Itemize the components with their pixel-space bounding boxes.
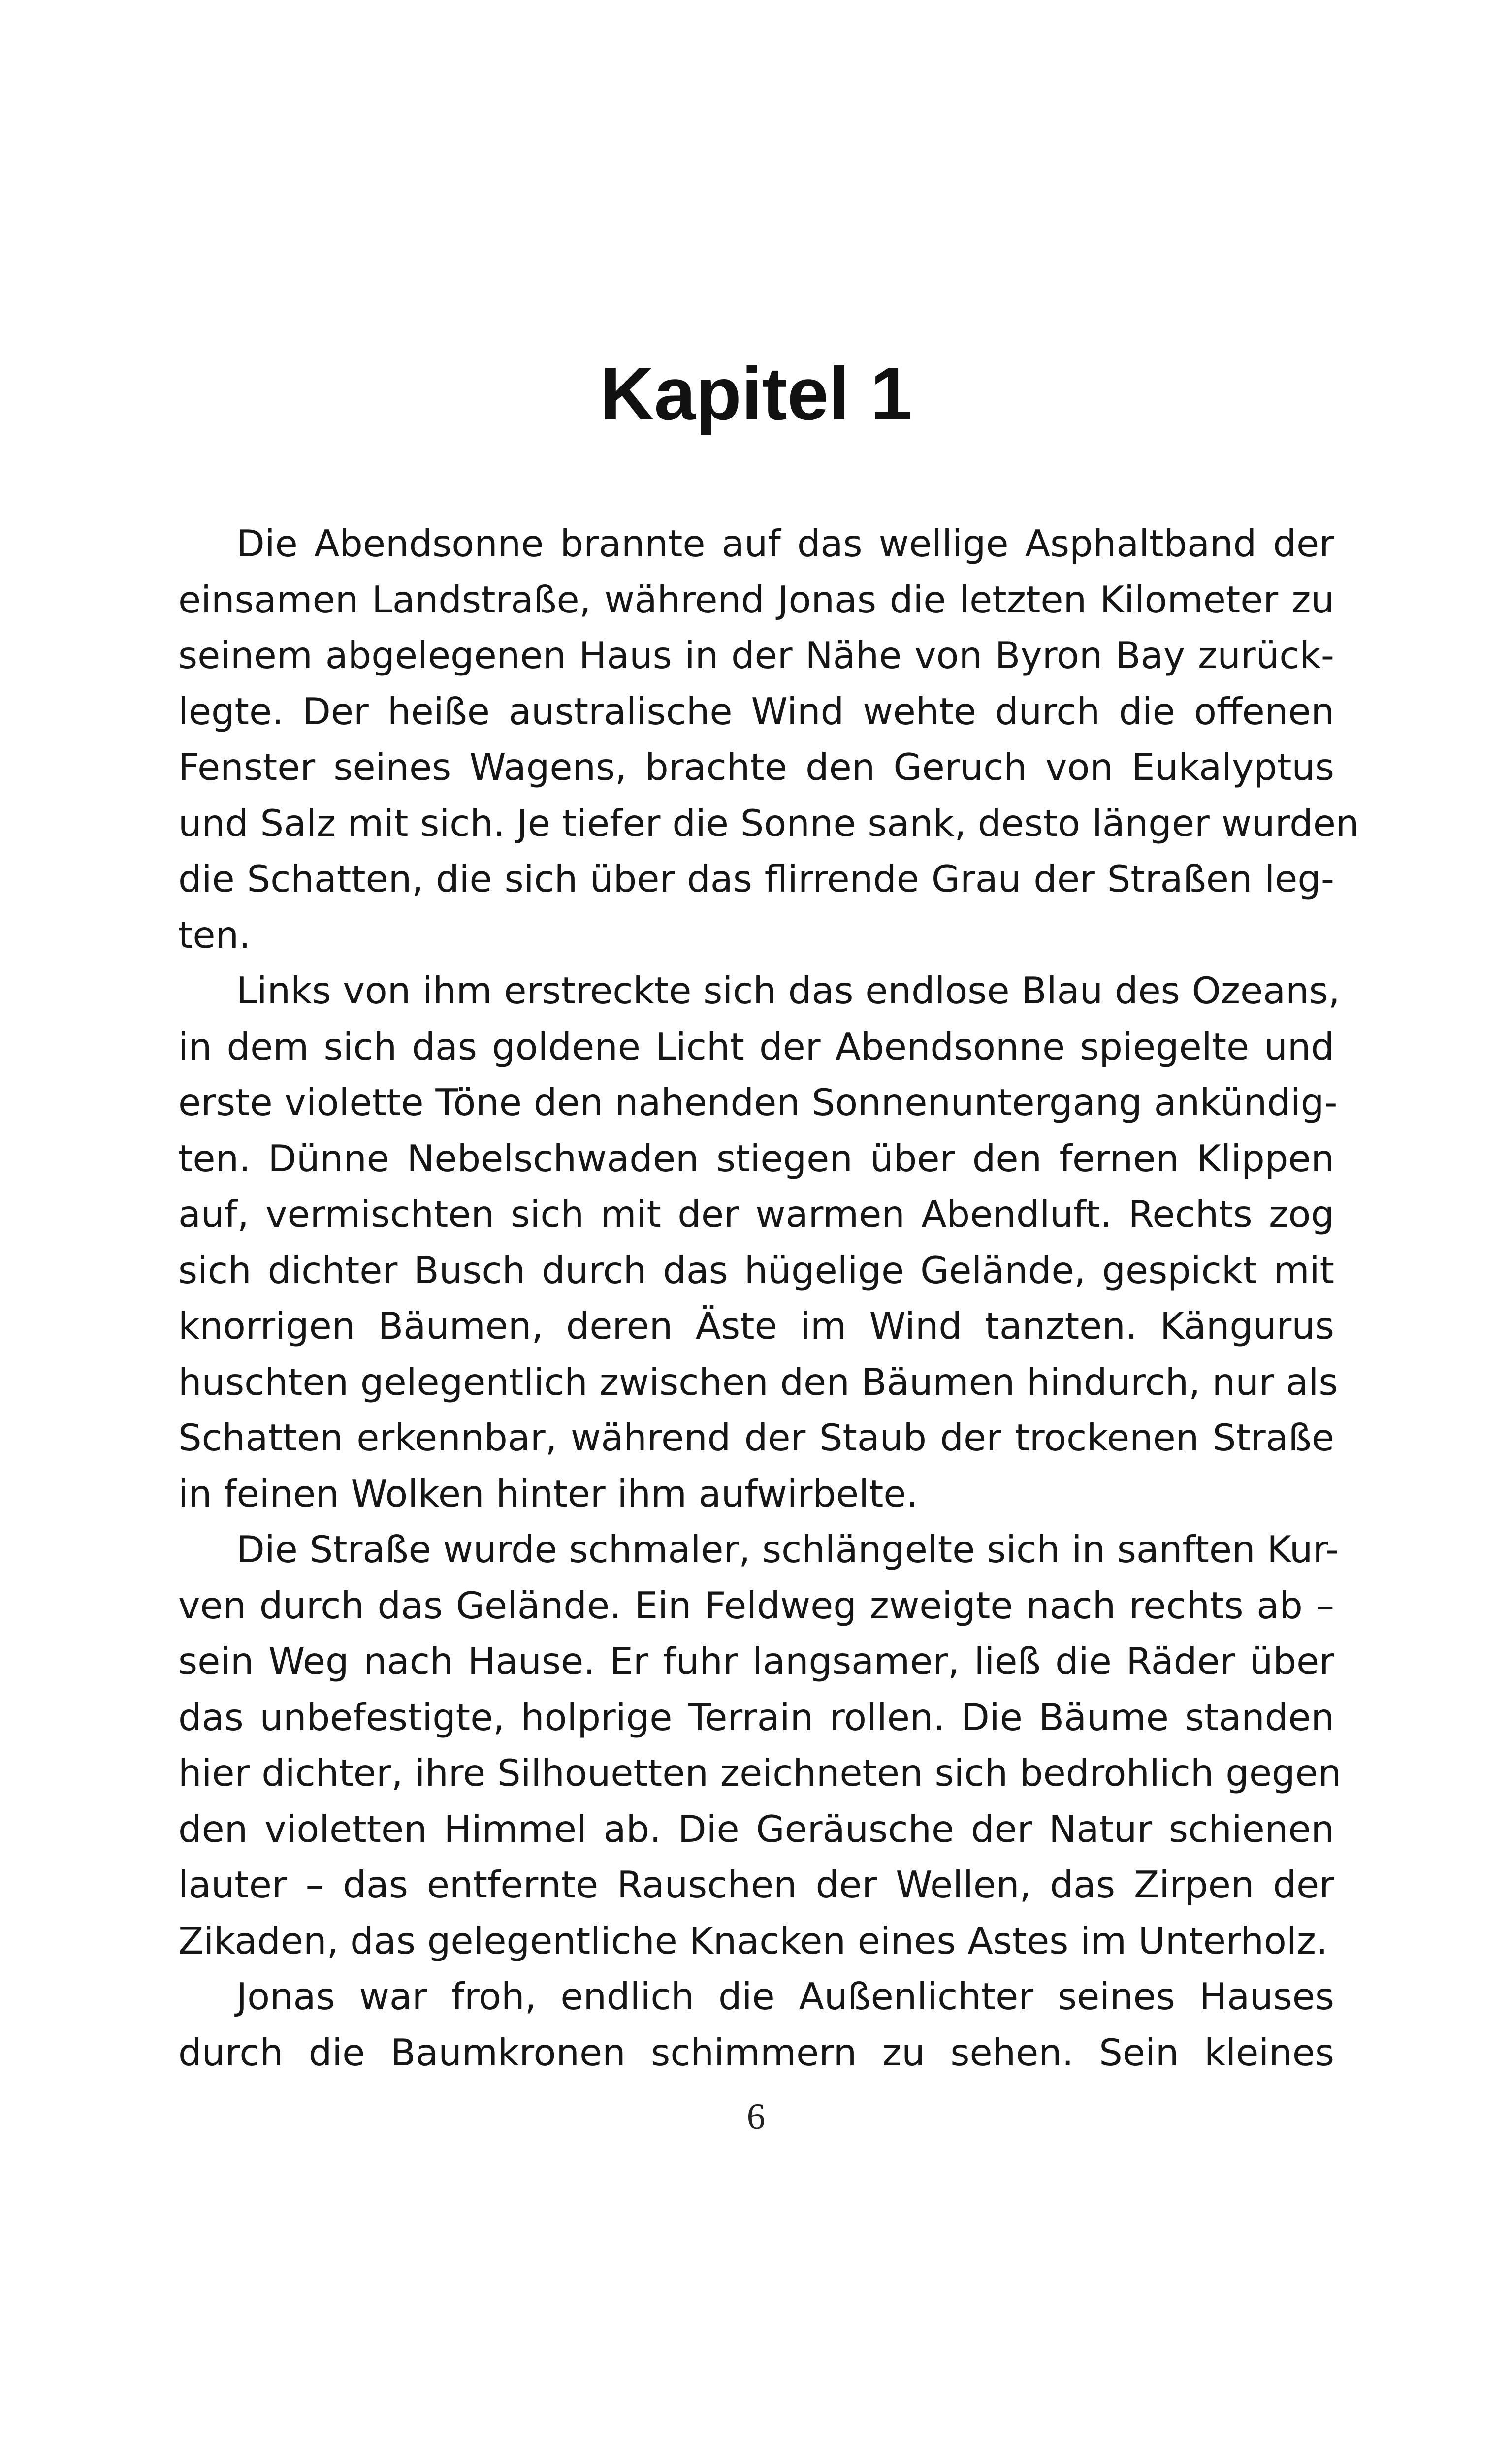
- text-line: in feinen Wolken hinter ihm aufwirbelte.: [178, 1472, 918, 1515]
- text-line: in dem sich das goldene Licht der Abendsonne spiegelte und: [178, 1025, 1334, 1068]
- text-line: Die Abendsonne brannte auf das wellige Asphaltband der: [236, 522, 1334, 565]
- body-text: [178, 516, 1359, 2081]
- text-line: den violetten Himmel ab. Die Geräusche der Natur schienen: [178, 1807, 1334, 1851]
- text-line: ten. Dünne Nebelschwaden stiegen über den fernen Klippen: [178, 1136, 1334, 1180]
- text-line: und Salz mit sich. Je tiefer die Sonne sank, desto länger wurden: [178, 801, 1359, 845]
- text-line: seinem abgelegenen Haus in der Nähe von Byron Bay zurück-: [178, 634, 1334, 677]
- text-line: durch die Baumkronen schimmern zu sehen. Sein kleines: [178, 2030, 1334, 2074]
- paragraph: [178, 963, 1340, 1522]
- text-line: ven durch das Gelände. Ein Feldweg zweigte nach rechts ab –: [178, 1583, 1334, 1627]
- paragraph: [178, 516, 1359, 963]
- chapter-title: Kapitel 1: [600, 352, 912, 436]
- text-line: hier dichter, ihre Silhouetten zeichneten sich bedrohlich gegen: [178, 1751, 1342, 1795]
- text-line: Schatten erkennbar, während der Staub der trockenen Straße: [178, 1416, 1334, 1459]
- text-line: das unbefestigte, holprige Terrain rollen. Die Bäume standen: [178, 1695, 1334, 1739]
- page-number: 6: [746, 2096, 766, 2137]
- text-line: Links von ihm erstreckte sich das endlose Blau des Ozeans,: [236, 969, 1340, 1012]
- text-line: lauter – das entfernte Rauschen der Wellen, das Zirpen der: [178, 1863, 1334, 1906]
- text-line: huschten gelegentlich zwischen den Bäumen hindurch, nur als: [178, 1360, 1338, 1404]
- text-line: ten.: [178, 913, 251, 957]
- paragraph: [178, 1969, 1334, 2081]
- text-line: Die Straße wurde schmaler, schlängelte sich in sanften Kur-: [236, 1528, 1339, 1571]
- text-line: Zikaden, das gelegentliche Knacken eines Astes im Unterholz.: [178, 1919, 1328, 1962]
- text-line: Fenster seines Wagens, brachte den Geruch von Eukalyptus: [178, 745, 1334, 789]
- text-line: die Schatten, die sich über das flirrende Grau der Straßen leg-: [178, 857, 1334, 900]
- text-line: erste violette Töne den nahenden Sonnenuntergang ankündig-: [178, 1081, 1338, 1124]
- text-line: Jonas war froh, endlich die Außenlichter seines Hauses: [236, 1975, 1334, 2018]
- text-line: auf, vermischten sich mit der warmen Abendluft. Rechts zog: [178, 1192, 1334, 1236]
- paragraph: [178, 1522, 1342, 1969]
- text-line: knorrigen Bäumen, deren Äste im Wind tanzten. Kängurus: [178, 1304, 1334, 1348]
- text-line: legte. Der heiße australische Wind wehte durch die offenen: [178, 689, 1334, 733]
- text-line: sein Weg nach Hause. Er fuhr langsamer, ließ die Räder über: [178, 1639, 1334, 1683]
- text-line: sich dichter Busch durch das hügelige Gelände, gespickt mit: [178, 1248, 1334, 1292]
- text-line: einsamen Landstraße, während Jonas die letzten Kilometer zu: [178, 578, 1334, 621]
